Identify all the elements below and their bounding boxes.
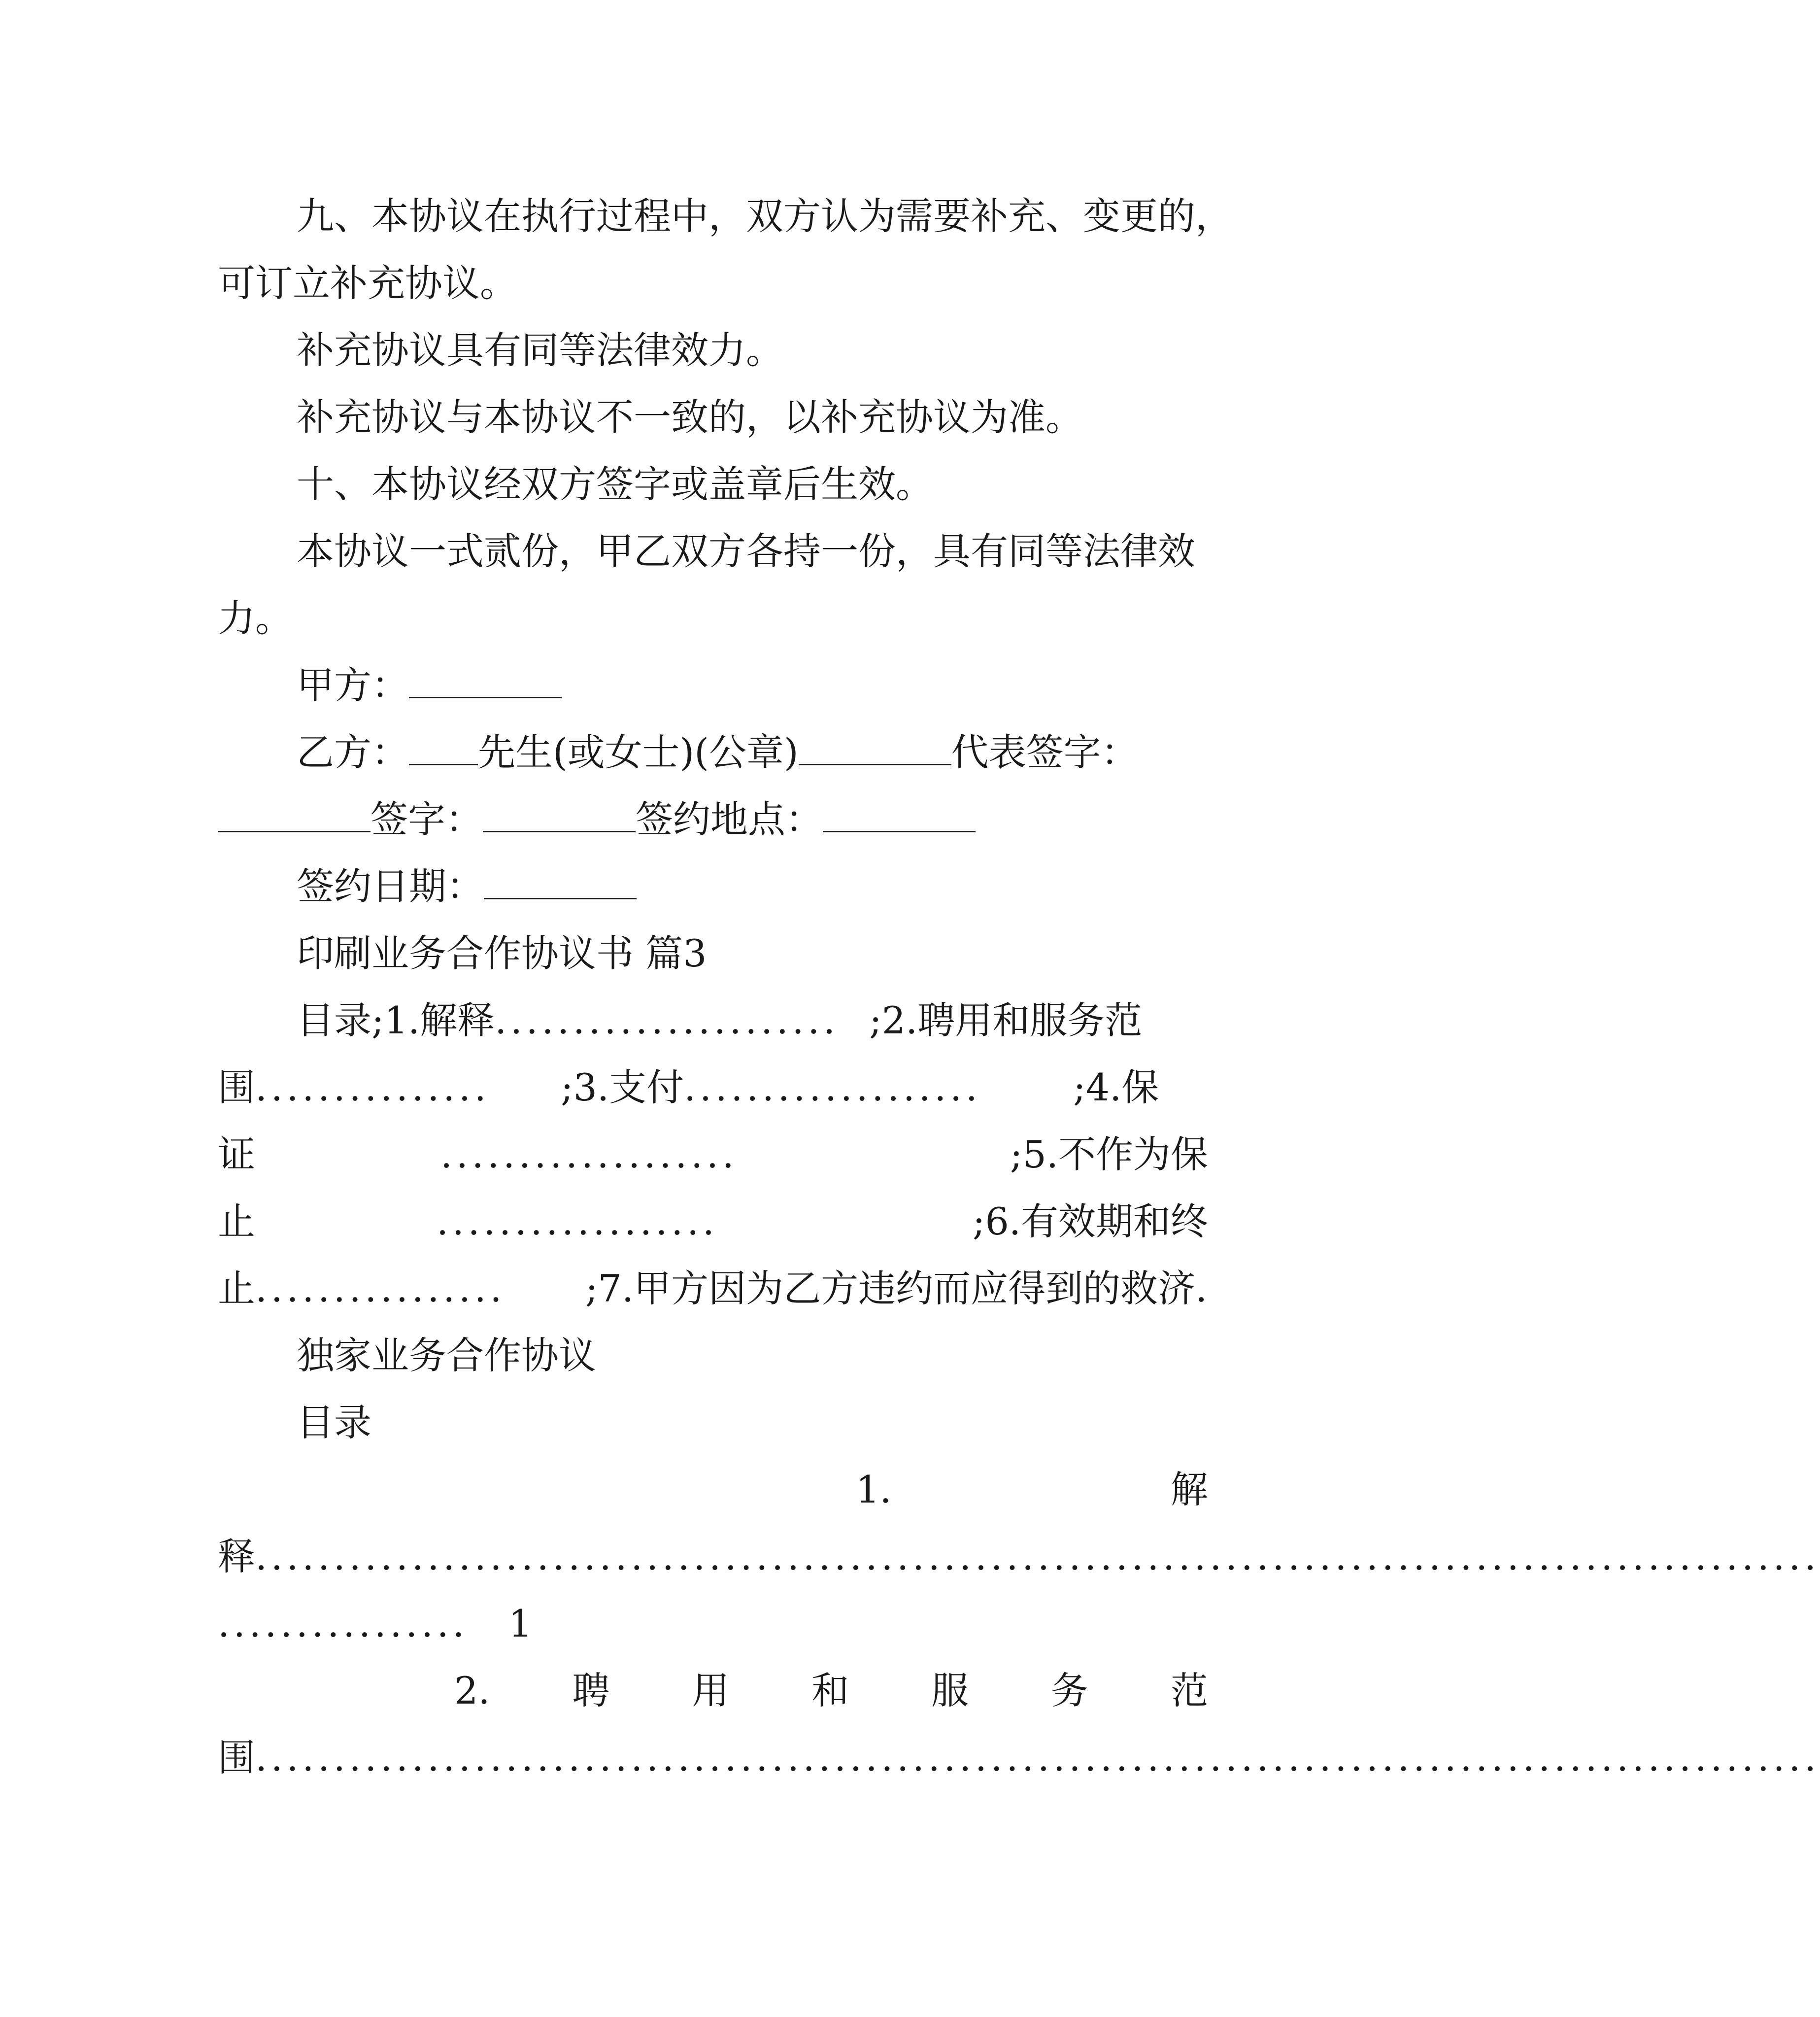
toc-entry-1-title-b: 释	[218, 1535, 255, 1578]
toc-line-5	[218, 1255, 1208, 1322]
toc-entry-1-line-3	[218, 1590, 1208, 1657]
toc-item-4-part-1: ;4.保	[1073, 1065, 1159, 1109]
toc-entry-2-number: 2.	[454, 1669, 490, 1712]
sign-label: 签字：	[371, 797, 483, 841]
toc-leader: ...................	[440, 1132, 738, 1176]
toc-entry-1-line-1	[218, 1456, 1208, 1523]
toc-line-4	[218, 1188, 1208, 1255]
toc-leader: ...................	[684, 1065, 981, 1109]
toc-item-7: ;7.甲方因为乙方违约而应得到的救济.	[585, 1266, 1208, 1310]
toc-leader: ......................	[495, 998, 839, 1042]
paragraph-copies-line-1: 本协议一式贰份，甲乙双方各持一份，具有同等法律效	[297, 529, 1195, 573]
toc-entry-1-title-a: 解	[1171, 1468, 1208, 1511]
section-number: 篇3	[645, 931, 707, 975]
party-b-line	[297, 719, 1208, 786]
toc-entry-2-char: 服	[931, 1669, 969, 1712]
toc-entry-1-line-2	[218, 1523, 1820, 1590]
party-b-name-blank	[409, 730, 478, 765]
toc-entry-2-char: 范	[1170, 1669, 1208, 1712]
sign-blank	[483, 797, 636, 832]
toc-item-5-part-2: 止	[218, 1199, 255, 1243]
toc-heading: 目录	[297, 1401, 371, 1444]
sign-place-blank	[823, 797, 976, 832]
toc-entry-2-title-b: 围	[218, 1736, 255, 1779]
party-a-blank	[409, 663, 562, 698]
toc-entry-1-page: 1	[508, 1602, 533, 1645]
sign-place-label: 签约地点：	[636, 797, 823, 841]
paragraph-supplement-effect: 补充协议具有同等法律效力。	[297, 328, 783, 372]
toc-entry-2-char: 聘	[572, 1669, 610, 1712]
paragraph-9-line-2: 可订立补充协议。	[218, 261, 517, 305]
toc-leader: ....................................................................................................	[255, 1736, 1820, 1779]
toc-item-2-part-1: ;2.聘用和服务范	[869, 998, 1143, 1042]
rep-sign-blank	[218, 797, 371, 832]
section-heading	[297, 920, 1208, 987]
sign-date-label: 签约日期：	[297, 864, 484, 908]
party-a-line	[297, 652, 1208, 719]
toc-item-3: ;3.支付	[561, 1065, 684, 1109]
toc-item-6: ;6.有效期和终	[972, 1199, 1208, 1243]
toc-leader: ................	[218, 1602, 469, 1645]
toc-item-4-part-2: 证	[218, 1132, 255, 1176]
party-b-seal-blank	[799, 730, 951, 765]
toc-leader: ...............	[255, 1065, 490, 1109]
toc-entry-2-char: 用	[692, 1669, 730, 1712]
rep-sign-label: 代表签字：	[951, 730, 1139, 774]
party-a-label: 甲方：	[297, 663, 409, 707]
subtitle: 独家业务合作协议	[297, 1333, 596, 1377]
toc-item-6-part-2: 止	[218, 1266, 255, 1310]
paragraph-supplement-priority: 补充协议与本协议不一致的，以补充协议为准。	[297, 395, 1083, 439]
toc-item-5: ;5.不作为保	[1010, 1132, 1208, 1176]
toc-entry-1-number: 1.	[856, 1468, 892, 1511]
toc-entry-2-line-1	[218, 1657, 1208, 1724]
toc-line-1	[297, 987, 1208, 1054]
signature-line	[218, 786, 1208, 853]
toc-item-2-part-2: 围	[218, 1065, 255, 1109]
party-b-text: 先生(或女士)(公章)	[478, 730, 799, 774]
toc-entry-2-char: 务	[1051, 1669, 1089, 1712]
paragraph-9-line-1: 九、本协议在执行过程中，双方认为需要补充、变更的，	[297, 194, 1233, 238]
sign-date-blank	[484, 864, 637, 899]
sign-date-line	[297, 853, 1208, 920]
paragraph-10: 十、本协议经双方签字或盖章后生效。	[297, 462, 933, 506]
toc-entry-2-spread	[454, 1657, 1208, 1724]
toc-leader: ..................	[436, 1199, 718, 1243]
toc-entry-2-line-2	[218, 1724, 1820, 1791]
toc-line-3	[218, 1121, 1208, 1188]
toc-line-2	[218, 1054, 1208, 1121]
toc-leader: ................	[255, 1266, 506, 1310]
toc-entry-2-char: 和	[811, 1669, 849, 1712]
toc-leader: ....................................................................................................	[255, 1535, 1820, 1578]
party-b-label: 乙方：	[297, 730, 409, 774]
section-title: 印刷业务合作协议书	[297, 931, 634, 975]
paragraph-copies-line-2: 力。	[218, 596, 293, 640]
toc-intro: 目录;1.解释	[297, 998, 495, 1042]
